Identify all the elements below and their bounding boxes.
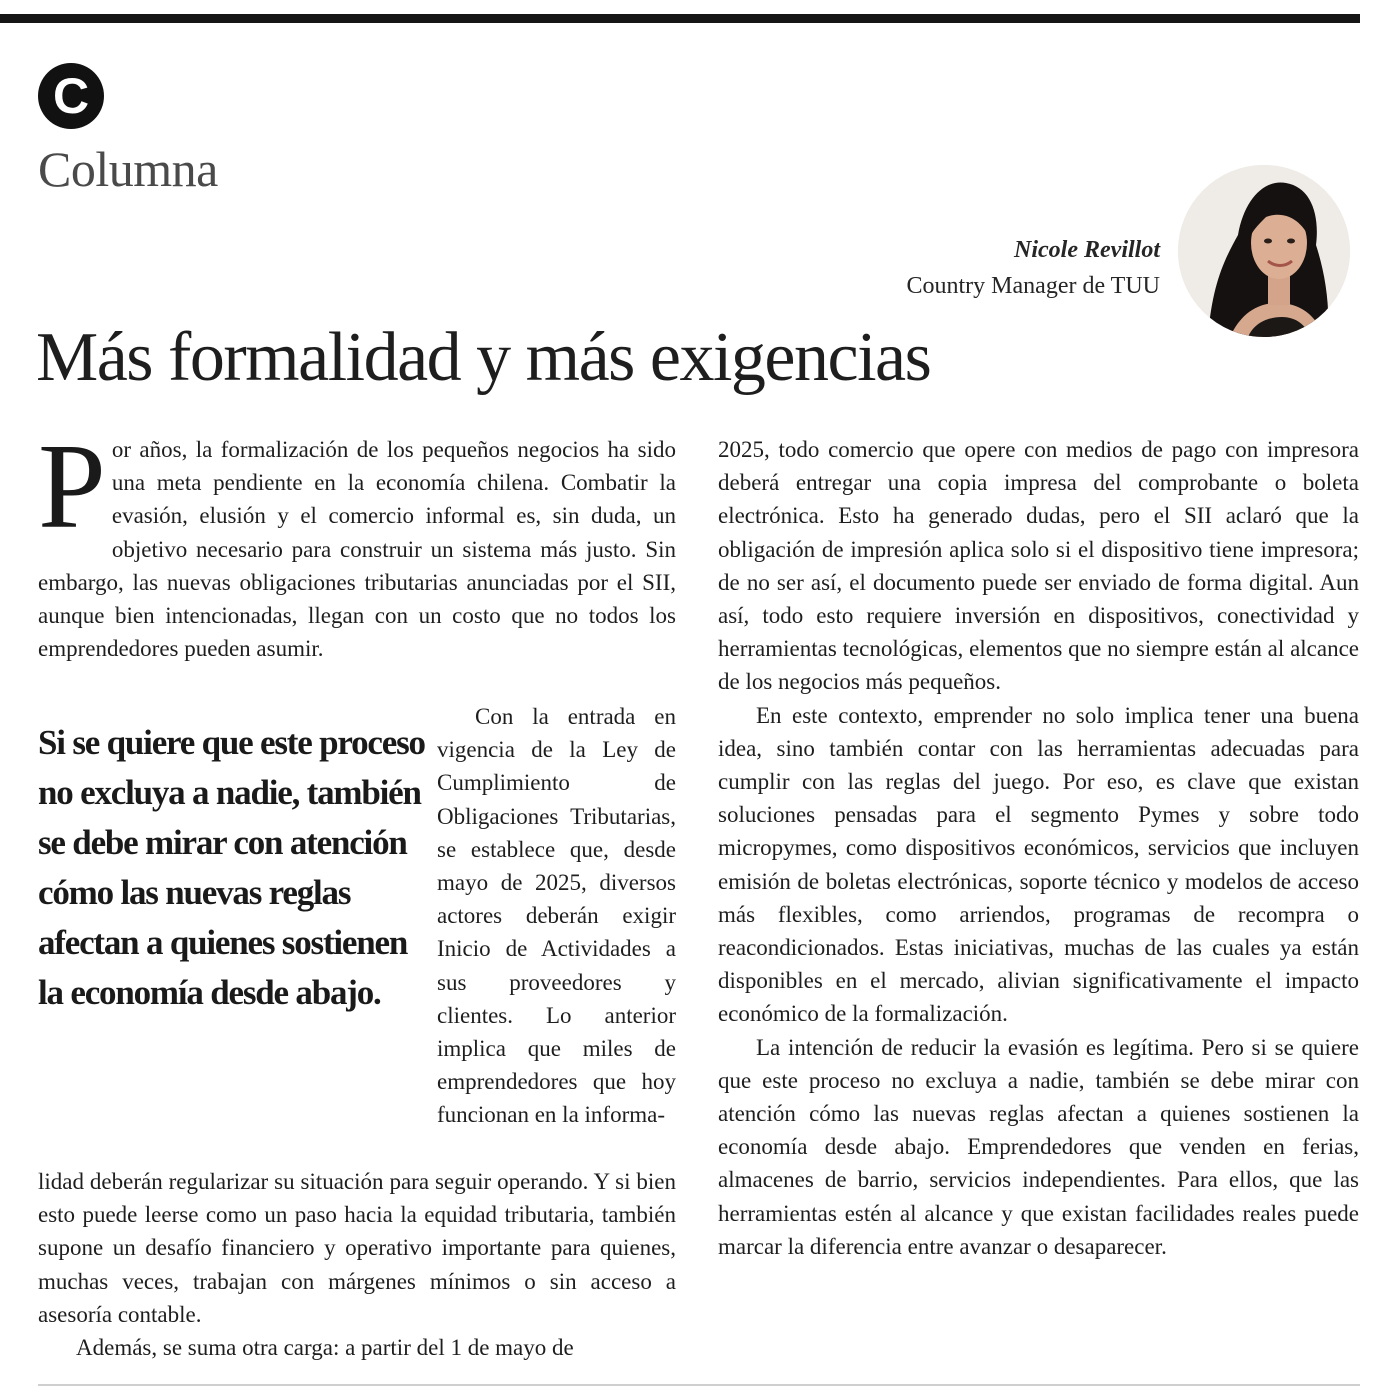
body-column-left-bottom [38, 1165, 676, 1364]
paragraph-2-part-b: lidad deberán regularizar su situación para seguir operando. Y si bien esto puede leerse como un paso hacia la equidad tributaria, también supone un desafío financiero y operativo importante para quienes, muchas veces, trabajan con márgenes mínimos o sin acceso a asesoría contable. [38, 1169, 676, 1327]
top-rule [0, 14, 1360, 23]
drop-cap: P [38, 419, 106, 554]
headline: Más formalidad y más exigencias [36, 319, 931, 396]
author-portrait [1178, 165, 1350, 337]
body-column-left-top [38, 419, 676, 665]
author-portrait-image [1178, 165, 1350, 337]
author-byline [907, 232, 1161, 304]
section-title: Columna [38, 141, 218, 197]
paragraph-2-part-a: Con la entrada en vigencia de la Ley de Cumplimiento de Obligaciones Tributarias, se establece que, desde mayo de 2025, diversos actores deberán exigir Inicio de Actividades a sus proveedores y clientes. Lo anterior implica que miles de emprendedores que hoy funcionan en la informa- [437, 704, 676, 1128]
pull-quote: Si se quiere que este proceso no excluya a nadie, también se debe mirar con atención cómo las nuevas reglas afectan a quienes sostienen la economía desde abajo. [38, 723, 425, 1012]
column-badge-icon: C [38, 63, 104, 129]
paragraph-3-part-a: Además, se suma otra carga: a partir del 1 de mayo de [76, 1335, 574, 1361]
paragraph-1: or años, la formalización de los pequeños negocios ha sido una meta pendiente en la economía chilena. Combatir la evasión, elusión y el comercio informal es, sin duda, un objetivo necesario para construir un sistema más justo. Sin embargo, las nuevas obligaciones tributarias anunciadas por el SII, aunque bien intencionadas, llegan con un costo que no todos los emprendedores pueden asumir. [38, 437, 676, 662]
body-column-middle [437, 700, 676, 1132]
paragraph-5: La intención de reducir la evasión es legítima. Pero si se quiere que este proceso no excluya a nadie, también se debe mirar con atención cómo las nuevas reglas afectan a quienes sostienen la economía desde abajo. Emprendedores que venden en ferias, almacenes de barrio, servicios independientes. Para ellos, que las herramientas estén al alcance y que existan facilidades reales puede marcar la diferencia entre avanzar o desaparecer. [718, 1034, 1359, 1259]
author-name: Nicole Revillot [1014, 237, 1160, 263]
paragraph-4: En este contexto, emprender no solo implica tener una buena idea, sino también contar con las herramientas adecuadas para cumplir con las reglas del juego. Por eso, es clave que existan soluciones pensadas para el segmento Pymes y sobre todo micropymes, como dispositivos económicos, servicios que incluyen emisión de boletas electrónicas, soporte técnico y modelos de acceso más flexibles, como arriendos, programas de recompra o reacondicionados. Estas iniciativas, muchas de las cuales ya están disponibles en el mercado, alivian significativamente el impacto económico de la formalización. [718, 702, 1359, 1027]
bottom-rule [38, 1384, 1360, 1386]
body-column-right [718, 433, 1359, 1263]
author-role: Country Manager de TUU [906, 273, 1160, 299]
paragraph-3-part-b: 2025, todo comercio que opere con medios de pago con impresora deberá entregar una copia impresa del comprobante o boleta electrónica. Esto ha generado dudas, pero el SII aclaró que la obligación de impresión aplica solo si el dispositivo tiene impresora; de no ser así, el documento puede ser enviado de forma digital. Aun así, todo esto requiere inversión en dispositivos, conectividad y herramientas tecnológicas, elementos que no siempre están al alcance de los negocios más pequeños. [718, 437, 1359, 695]
